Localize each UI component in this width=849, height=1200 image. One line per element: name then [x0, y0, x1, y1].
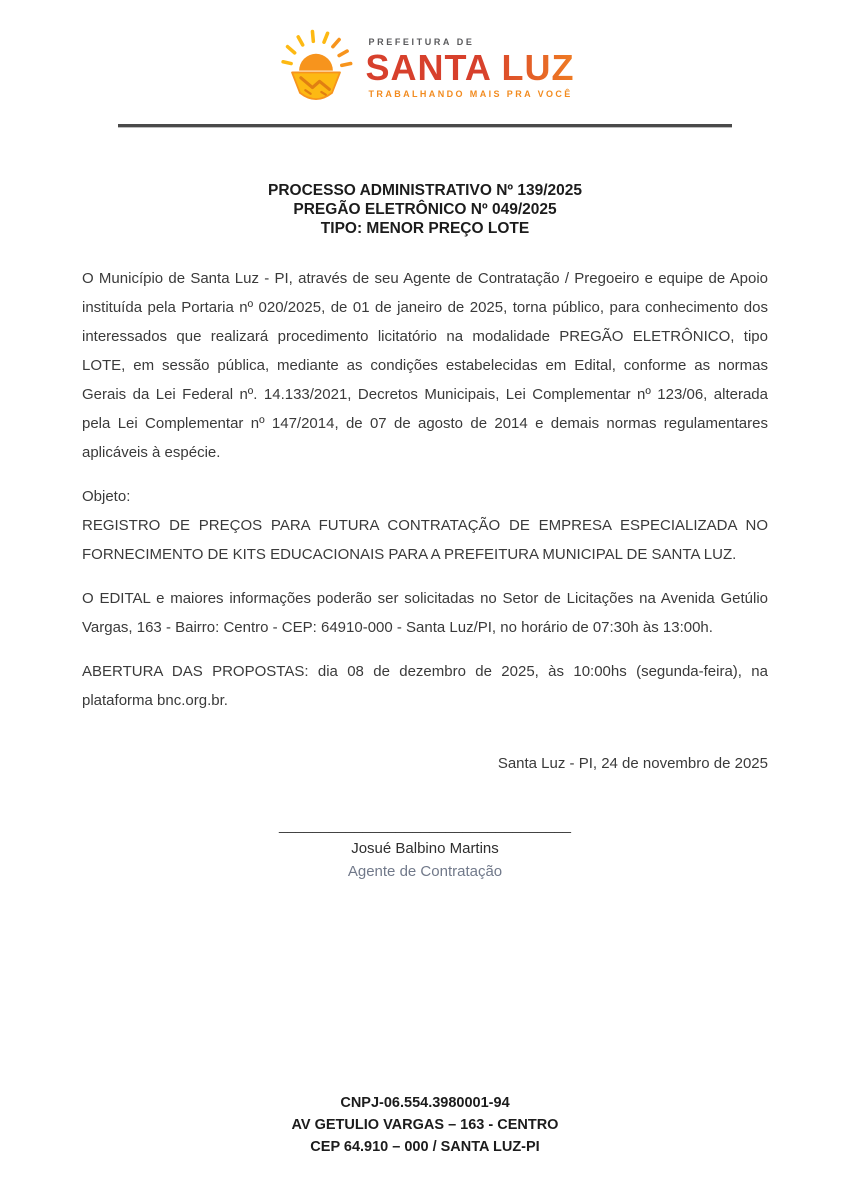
- title-line-pregao: PREGÃO ELETRÔNICO Nº 049/2025: [293, 201, 557, 218]
- footer-cnpj: CNPJ-06.554.3980001-94: [340, 1095, 510, 1111]
- abertura-paragraph: ABERTURA DAS PROPOSTAS: dia 08 de dezembro de 2025, às 10:00hs (segunda-feira), na plataforma bnc.org.br.: [82, 663, 768, 709]
- signature-line: ___________________________________: [279, 817, 571, 834]
- prefeitura-logo: [276, 28, 575, 108]
- title-line-tipo: TIPO: MENOR PREÇO LOTE: [320, 220, 530, 237]
- document-title: [82, 181, 768, 238]
- body-copy: [82, 264, 768, 778]
- footer-cep: CEP 64.910 – 000 / SANTA LUZ-PI: [310, 1139, 540, 1155]
- document-footer: [82, 1092, 768, 1158]
- objeto-text: REGISTRO DE PREÇOS PARA FUTURA CONTRATAÇÃO DE EMPRESA ESPECIALIZADA NO FORNECIMENTO DE KITS EDUCACIONAIS PARA A PREFEITURA MUNICIPAL DE SANTA LUZ.: [82, 517, 768, 563]
- sun-handshake-logo-icon: [276, 28, 356, 108]
- logo-brand-name: SANTA LUZ: [365, 46, 575, 88]
- title-line-processo: PROCESSO ADMINISTRATIVO Nº 139/2025: [267, 182, 583, 199]
- objeto-label: Objeto:: [82, 488, 131, 505]
- footer-address: AV GETULIO VARGAS – 163 - CENTRO: [291, 1117, 559, 1133]
- signature-name: Josué Balbino Martins: [351, 840, 499, 857]
- logo-brand-top: PREFEITURA DE: [368, 36, 475, 47]
- intro-paragraph: O Município de Santa Luz - PI, através de seu Agente de Contratação / Pregoeiro e equipe de Apoio instituída pela Portaria nº 020/2025, de 01 de janeiro de 2025, torna público, para conhecimento dos interessados que realizará procedimento licitatório na modalidade PREGÃO ELETRÔNICO, tipo LOTE, em sessão pública, mediante as condições estabelecidas em Edital, conforme as normas Gerais da Lei Federal nº. 14.133/2021, Decretos Municipais, Lei Complementar nº 123/06, alterada pela Lei Complementar nº 147/2014, de 07 de agosto de 2014 e demais normas regulamentares aplicáveis à espécie.: [82, 270, 768, 461]
- signature-block: [82, 814, 768, 883]
- edital-paragraph: O EDITAL e maiores informações poderão ser solicitadas no Setor de Licitações na Avenida Getúlio Vargas, 163 - Bairro: Centro - CEP: 64910-000 - Santa Luz/PI, no horário de 07:30h às 13:00h.: [82, 590, 768, 636]
- logo-text: [366, 38, 575, 99]
- document-body: [82, 127, 768, 883]
- dateline: Santa Luz - PI, 24 de novembro de 2025: [497, 755, 768, 772]
- signature-role: Agente de Contratação: [347, 863, 503, 880]
- logo-brand-tagline: TRABALHANDO MAIS PRA VOCÊ: [368, 88, 573, 99]
- letterhead: [82, 28, 768, 127]
